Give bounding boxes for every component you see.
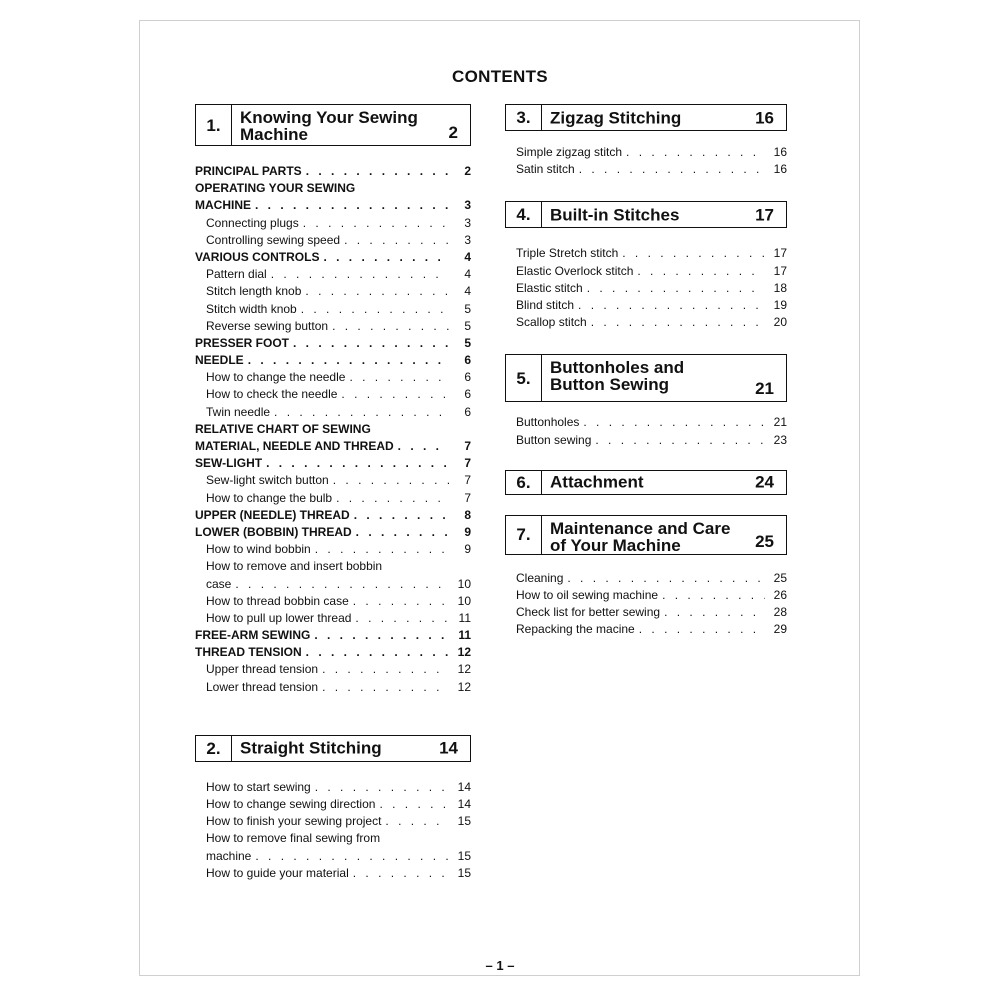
entry-page: 5 bbox=[464, 301, 471, 316]
entry-list bbox=[505, 571, 787, 640]
entry-text: Stitch width knob bbox=[206, 301, 297, 316]
toc-entry[interactable] bbox=[195, 525, 471, 542]
entry-text: Lower thread tension bbox=[206, 679, 319, 694]
dot-leader bbox=[662, 588, 765, 602]
toc-entry[interactable] bbox=[195, 866, 471, 883]
entry-text: OPERATING YOUR SEWING bbox=[195, 181, 356, 196]
entry-text: Repacking the macine bbox=[516, 622, 635, 637]
entry-page: 4 bbox=[464, 249, 471, 264]
entry-text: Button sewing bbox=[516, 432, 592, 447]
chapter-page: 21 bbox=[755, 379, 774, 399]
toc-entry[interactable] bbox=[195, 422, 471, 439]
toc-entry[interactable] bbox=[505, 571, 787, 588]
entry-page: 16 bbox=[773, 162, 787, 177]
entry-text: UPPER (NEEDLE) THREAD bbox=[195, 507, 350, 522]
chapter-title[interactable]: Straight Stitching bbox=[240, 738, 382, 758]
toc-entry[interactable] bbox=[195, 164, 471, 181]
toc-entry[interactable] bbox=[195, 577, 471, 594]
entry-page: 14 bbox=[457, 797, 471, 811]
dot-leader bbox=[353, 866, 449, 880]
toc-entry[interactable] bbox=[195, 233, 471, 250]
dot-leader bbox=[579, 162, 765, 176]
dot-leader bbox=[271, 267, 449, 281]
dot-leader bbox=[315, 780, 449, 794]
chapter-page: 25 bbox=[755, 531, 774, 551]
entry-text: FREE-ARM SEWING bbox=[195, 628, 311, 643]
dot-leader bbox=[637, 264, 765, 278]
entry-text: Elastic Overlock stitch bbox=[516, 263, 634, 278]
chapter-page: 14 bbox=[439, 738, 458, 758]
entry-text: How to change sewing direction bbox=[206, 797, 376, 811]
entry-page: 15 bbox=[457, 814, 471, 829]
toc-entry[interactable] bbox=[195, 849, 471, 866]
entry-page: 29 bbox=[773, 622, 787, 637]
toc-entry[interactable] bbox=[195, 284, 471, 301]
dot-leader bbox=[349, 370, 449, 384]
toc-section bbox=[505, 104, 787, 179]
entry-text: How to guide your material bbox=[206, 865, 349, 880]
toc-section bbox=[505, 515, 787, 640]
entry-text: Sew-light switch button bbox=[206, 473, 329, 488]
dot-leader bbox=[306, 645, 449, 659]
dot-leader bbox=[355, 611, 449, 625]
chapter-title[interactable]: Buttonholes and Button Sewing bbox=[550, 358, 685, 395]
toc-entry[interactable] bbox=[195, 387, 471, 404]
toc-entry[interactable] bbox=[195, 814, 471, 831]
entry-list bbox=[505, 415, 787, 449]
chapter-title[interactable]: Attachment bbox=[550, 472, 644, 492]
entry-text: VARIOUS CONTROLS bbox=[195, 249, 320, 264]
entry-page: 9 bbox=[464, 524, 471, 539]
toc-entry[interactable] bbox=[195, 780, 471, 797]
toc-entry[interactable] bbox=[195, 181, 471, 198]
toc-entry[interactable] bbox=[195, 302, 471, 319]
dot-leader bbox=[664, 605, 765, 619]
entry-text: Connecting plugs bbox=[206, 215, 299, 230]
entry-text: Scallop stitch bbox=[516, 315, 587, 330]
entry-page: 7 bbox=[464, 490, 471, 505]
entry-text: MACHINE bbox=[195, 198, 251, 213]
entry-page: 4 bbox=[464, 267, 471, 282]
chapter-box bbox=[505, 470, 787, 495]
chapter-box bbox=[505, 354, 787, 402]
entry-text: Stitch length knob bbox=[206, 284, 302, 299]
toc-entry[interactable] bbox=[505, 622, 787, 639]
entry-text: case bbox=[206, 576, 232, 591]
entry-page: 20 bbox=[773, 315, 787, 330]
chapter-box bbox=[195, 104, 471, 146]
dot-leader bbox=[398, 439, 449, 453]
entry-page: 12 bbox=[457, 662, 471, 677]
entry-page: 11 bbox=[458, 610, 471, 625]
entry-page: 16 bbox=[773, 145, 787, 159]
entry-page: 28 bbox=[773, 605, 787, 620]
entry-text: Upper thread tension bbox=[206, 662, 319, 677]
entry-page: 25 bbox=[773, 570, 787, 585]
entry-page: 7 bbox=[464, 456, 471, 471]
entry-page: 10 bbox=[457, 576, 471, 591]
dot-leader bbox=[332, 319, 449, 333]
entry-list bbox=[505, 246, 787, 332]
entry-text: Reverse sewing button bbox=[206, 318, 329, 333]
chapter-title[interactable]: Zigzag Stitching bbox=[550, 108, 682, 127]
toc-entry[interactable] bbox=[505, 605, 787, 622]
dot-leader bbox=[323, 250, 449, 264]
entry-text: How to oil sewing machine bbox=[516, 587, 659, 602]
dot-leader bbox=[336, 491, 449, 505]
entry-page: 18 bbox=[773, 280, 787, 295]
dot-leader bbox=[591, 315, 765, 329]
entry-page: 23 bbox=[773, 432, 787, 447]
dot-leader bbox=[301, 302, 449, 316]
entry-list bbox=[505, 145, 787, 179]
toc-entry[interactable] bbox=[505, 433, 787, 450]
entry-text: Blind stitch bbox=[516, 297, 575, 312]
entry-text: Pattern dial bbox=[206, 267, 267, 282]
entry-text: LOWER (BOBBIN) THREAD bbox=[195, 524, 352, 539]
entry-text: How to remove and insert bobbin bbox=[206, 559, 383, 574]
toc-section bbox=[505, 201, 787, 332]
entry-page: 6 bbox=[464, 353, 471, 368]
toc-entry[interactable] bbox=[505, 162, 787, 179]
entry-text: machine bbox=[206, 848, 252, 863]
entry-page: 3 bbox=[464, 215, 471, 230]
toc-entry[interactable] bbox=[195, 611, 471, 628]
dot-leader bbox=[306, 164, 449, 178]
chapter-box bbox=[505, 201, 787, 228]
dot-leader bbox=[567, 571, 765, 585]
toc-entry[interactable] bbox=[195, 594, 471, 611]
chapter-box bbox=[505, 515, 787, 555]
dot-leader bbox=[255, 849, 449, 863]
dot-leader bbox=[622, 246, 765, 260]
toc-entry[interactable] bbox=[195, 645, 471, 662]
entry-text: Check list for better sewing bbox=[516, 605, 661, 620]
toc-entry[interactable] bbox=[195, 662, 471, 679]
entry-page: 4 bbox=[464, 284, 471, 299]
entry-page: 12 bbox=[457, 679, 471, 694]
toc-entry[interactable] bbox=[195, 439, 471, 456]
dot-leader bbox=[248, 353, 449, 367]
entry-page: 26 bbox=[773, 587, 787, 602]
dot-leader bbox=[595, 433, 765, 447]
toc-entry[interactable] bbox=[195, 250, 471, 267]
entry-page: 10 bbox=[457, 593, 471, 608]
toc-left-column bbox=[195, 104, 471, 883]
entry-text: THREAD TENSION bbox=[195, 645, 302, 660]
dot-leader bbox=[305, 284, 449, 298]
entry-page: 6 bbox=[464, 404, 471, 419]
entry-text: How to change the bulb bbox=[206, 490, 333, 505]
dot-leader bbox=[303, 216, 449, 230]
toc-section bbox=[505, 354, 787, 449]
toc-entry[interactable] bbox=[195, 319, 471, 336]
entry-page: 3 bbox=[464, 232, 471, 247]
toc-entry[interactable] bbox=[505, 415, 787, 432]
toc-section bbox=[195, 735, 471, 883]
chapter-page: 17 bbox=[755, 205, 774, 225]
dot-leader bbox=[293, 336, 449, 350]
dot-leader bbox=[341, 387, 449, 401]
toc-entry[interactable] bbox=[195, 198, 471, 215]
entry-text: PRESSER FOOT bbox=[195, 335, 290, 350]
dot-leader bbox=[583, 415, 765, 429]
chapter-number: 7. bbox=[506, 516, 542, 554]
chapter-number: 6. bbox=[506, 471, 542, 494]
entry-text: Elastic stitch bbox=[516, 280, 583, 295]
entry-page: 15 bbox=[457, 848, 471, 863]
toc-entry[interactable] bbox=[505, 315, 787, 332]
dot-leader bbox=[354, 508, 449, 522]
chapter-title[interactable]: Knowing Your Sewing Machine bbox=[240, 108, 418, 144]
toc-entry[interactable] bbox=[195, 473, 471, 490]
entry-page: 5 bbox=[464, 318, 471, 333]
entry-text: How to pull up lower thread bbox=[206, 610, 352, 625]
toc-entry[interactable] bbox=[195, 797, 471, 814]
dot-leader bbox=[315, 542, 449, 556]
entry-text: Buttonholes bbox=[516, 415, 580, 430]
chapter-box bbox=[195, 735, 471, 762]
dot-leader bbox=[353, 594, 449, 608]
toc-entry[interactable] bbox=[195, 491, 471, 508]
entry-list bbox=[195, 164, 471, 697]
chapter-number: 2. bbox=[196, 736, 232, 761]
chapter-page: 2 bbox=[448, 123, 458, 142]
dot-leader bbox=[255, 198, 449, 212]
dot-leader bbox=[274, 405, 449, 419]
entry-page: 21 bbox=[773, 415, 787, 430]
toc-entry[interactable] bbox=[505, 145, 787, 162]
page-title: CONTENTS bbox=[452, 67, 548, 86]
entry-text: MATERIAL, NEEDLE AND THREAD bbox=[195, 439, 394, 453]
toc-entry[interactable] bbox=[195, 216, 471, 233]
entry-page: 6 bbox=[464, 370, 471, 385]
entry-text: PRINCIPAL PARTS bbox=[195, 164, 302, 178]
dot-leader bbox=[322, 662, 449, 676]
toc-entry[interactable] bbox=[195, 508, 471, 525]
entry-text: Cleaning bbox=[516, 570, 564, 585]
entry-text: Satin stitch bbox=[516, 162, 575, 177]
entry-page: 12 bbox=[457, 645, 471, 660]
chapter-number: 3. bbox=[506, 105, 542, 130]
entry-text: How to thread bobbin case bbox=[206, 593, 349, 608]
toc-entry[interactable] bbox=[195, 542, 471, 559]
entry-text: Triple Stretch stitch bbox=[516, 246, 619, 261]
toc-entry[interactable] bbox=[195, 456, 471, 473]
chapter-page: 24 bbox=[755, 472, 774, 492]
dot-leader bbox=[235, 577, 449, 591]
toc-entry[interactable] bbox=[195, 336, 471, 353]
dot-leader bbox=[344, 233, 449, 247]
chapter-number: 1. bbox=[196, 105, 232, 145]
toc-entry[interactable] bbox=[505, 298, 787, 315]
entry-page: 2 bbox=[464, 164, 471, 178]
entry-page: 19 bbox=[773, 297, 787, 312]
toc-entry[interactable] bbox=[195, 831, 471, 848]
entry-page: 5 bbox=[464, 335, 471, 350]
entry-page: 8 bbox=[464, 507, 471, 522]
entry-page: 9 bbox=[464, 542, 471, 557]
entry-text: NEEDLE bbox=[195, 353, 244, 368]
entry-text: How to remove final sewing from bbox=[206, 831, 381, 846]
entry-text: Simple zigzag stitch bbox=[516, 145, 623, 159]
entry-text: How to change the needle bbox=[206, 370, 346, 385]
chapter-box bbox=[505, 104, 787, 131]
entry-page: 17 bbox=[773, 246, 787, 261]
dot-leader bbox=[578, 298, 765, 312]
toc-entry[interactable] bbox=[505, 588, 787, 605]
entry-text: How to start sewing bbox=[206, 779, 311, 794]
toc-entry[interactable] bbox=[195, 628, 471, 645]
entry-page: 7 bbox=[464, 473, 471, 488]
dot-leader bbox=[626, 145, 765, 159]
entry-text: How to check the needle bbox=[206, 387, 338, 402]
entry-page: 7 bbox=[464, 439, 471, 453]
toc-entry[interactable] bbox=[505, 281, 787, 298]
toc-entry[interactable] bbox=[505, 264, 787, 281]
dot-leader bbox=[379, 797, 449, 811]
toc-entry[interactable] bbox=[195, 353, 471, 370]
toc-section bbox=[195, 104, 471, 697]
chapter-page: 16 bbox=[755, 108, 774, 127]
toc-entry[interactable] bbox=[505, 246, 787, 263]
toc-entry[interactable] bbox=[195, 680, 471, 697]
entry-text: Controlling sewing speed bbox=[206, 232, 341, 247]
dot-leader bbox=[639, 622, 765, 636]
entry-page: 15 bbox=[457, 865, 471, 880]
chapter-number: 5. bbox=[506, 355, 542, 401]
entry-page: 6 bbox=[464, 387, 471, 402]
entry-page: 17 bbox=[773, 263, 787, 278]
toc-entry[interactable] bbox=[195, 370, 471, 387]
dot-leader bbox=[333, 473, 449, 487]
entry-text: How to wind bobbin bbox=[206, 542, 311, 557]
chapter-title[interactable]: Built-in Stitches bbox=[550, 205, 680, 225]
dot-leader bbox=[356, 525, 449, 539]
entry-page: 14 bbox=[457, 779, 471, 794]
dot-leader bbox=[385, 814, 449, 828]
dot-leader bbox=[587, 281, 765, 295]
entry-page: 3 bbox=[464, 198, 471, 213]
chapter-number: 4. bbox=[506, 202, 542, 227]
entry-text: RELATIVE CHART OF SEWING bbox=[195, 421, 371, 436]
toc-section bbox=[505, 470, 787, 495]
dot-leader bbox=[314, 628, 449, 642]
entry-text: Twin needle bbox=[206, 404, 271, 419]
dot-leader bbox=[322, 680, 449, 694]
page-number: – 1 – bbox=[485, 958, 515, 973]
entry-text: SEW-LIGHT bbox=[195, 456, 263, 471]
toc-entry[interactable] bbox=[195, 559, 471, 576]
toc-entry[interactable] bbox=[195, 267, 471, 284]
chapter-title[interactable]: Maintenance and Care of Your Machine bbox=[550, 518, 731, 555]
dot-leader bbox=[266, 456, 449, 470]
toc-entry[interactable] bbox=[195, 405, 471, 422]
entry-page: 11 bbox=[458, 628, 471, 643]
toc-right-column bbox=[505, 104, 787, 639]
entry-list bbox=[195, 780, 471, 883]
entry-text: How to finish your sewing project bbox=[206, 814, 382, 829]
